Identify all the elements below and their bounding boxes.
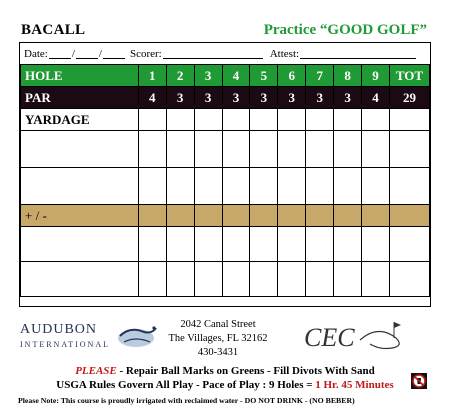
score-cell[interactable]: [362, 262, 390, 297]
score-cell[interactable]: [166, 168, 194, 205]
hole-number: 5: [250, 65, 278, 87]
score-cell[interactable]: [222, 131, 250, 168]
par-value: 3: [278, 87, 306, 109]
hole-number: 7: [306, 65, 334, 87]
hole-number: 8: [334, 65, 362, 87]
usga-notice: [0, 379, 450, 391]
score-cell[interactable]: [389, 205, 429, 227]
score-cell[interactable]: [250, 131, 278, 168]
score-cell[interactable]: [222, 109, 250, 131]
par-value: 3: [334, 87, 362, 109]
score-cell[interactable]: [334, 168, 362, 205]
par-value: 3: [222, 87, 250, 109]
heron-icon: [114, 316, 158, 350]
player-row: [21, 168, 430, 205]
hole-number: 4: [222, 65, 250, 87]
score-cell[interactable]: [166, 109, 194, 131]
yardage-row: [21, 109, 430, 131]
par-value: 4: [362, 87, 390, 109]
plus-minus-row: [21, 205, 430, 227]
score-cell[interactable]: [250, 109, 278, 131]
score-cell[interactable]: [166, 227, 194, 262]
hole-number: 3: [194, 65, 222, 87]
par-value: 3: [194, 87, 222, 109]
score-cell[interactable]: [166, 205, 194, 227]
score-cell[interactable]: [278, 168, 306, 205]
hole-total-label: TOT: [389, 65, 429, 87]
player-name-cell[interactable]: [21, 227, 139, 262]
please-text: - Repair Ball Marks on Greens - Fill Divots With Sand: [116, 365, 375, 377]
player-row: [21, 131, 430, 168]
score-cell[interactable]: [138, 131, 166, 168]
score-cell[interactable]: [362, 168, 390, 205]
hole-number: 2: [166, 65, 194, 87]
score-cell[interactable]: [362, 227, 390, 262]
score-cell[interactable]: [306, 227, 334, 262]
scorecard-title: Practice “GOOD GOLF”: [263, 22, 427, 38]
score-cell[interactable]: [362, 131, 390, 168]
score-cell[interactable]: [166, 262, 194, 297]
par-value: 3: [250, 87, 278, 109]
score-cell[interactable]: [194, 262, 222, 297]
score-cell[interactable]: [306, 168, 334, 205]
player-name-cell[interactable]: [21, 131, 139, 168]
score-cell[interactable]: [138, 168, 166, 205]
score-cell[interactable]: [389, 227, 429, 262]
please-label: PLEASE: [75, 365, 117, 377]
score-cell[interactable]: [389, 109, 429, 131]
score-cell[interactable]: [306, 205, 334, 227]
cec-logo: [300, 316, 410, 356]
score-cell[interactable]: [138, 227, 166, 262]
score-cell[interactable]: [278, 131, 306, 168]
audubon-name: AUDUBON: [20, 322, 97, 337]
score-cell[interactable]: [306, 109, 334, 131]
score-cell[interactable]: [389, 168, 429, 205]
course-address: [160, 318, 276, 360]
score-cell[interactable]: [138, 205, 166, 227]
score-cell[interactable]: [166, 131, 194, 168]
score-cell[interactable]: [278, 227, 306, 262]
par-total: 29: [389, 87, 429, 109]
date-day-field[interactable]: [76, 57, 98, 59]
address-city: The Villages, FL 32162: [168, 333, 268, 344]
scorer-label: Scorer:: [129, 47, 162, 60]
scorecard: [19, 42, 431, 307]
plus-minus-label: + / -: [21, 205, 139, 227]
score-cell[interactable]: [194, 109, 222, 131]
water-note: Please Note: This course is proudly irrigated with reclaimed water - DO NOT DRINK - (NO BEBER): [18, 396, 355, 405]
score-cell[interactable]: [222, 262, 250, 297]
score-cell[interactable]: [306, 262, 334, 297]
score-cell[interactable]: [278, 262, 306, 297]
score-cell[interactable]: [389, 131, 429, 168]
audubon-logo: [20, 316, 160, 360]
hole-number: 1: [138, 65, 166, 87]
score-cell[interactable]: [194, 227, 222, 262]
address-street: 2042 Canal Street: [180, 319, 256, 330]
scorer-field[interactable]: [163, 57, 263, 59]
score-cell[interactable]: [194, 168, 222, 205]
date-month-field[interactable]: [49, 57, 71, 59]
usga-text: USGA Rules Govern All Play - Pace of Play : 9 Holes =: [56, 379, 316, 391]
score-cell[interactable]: [250, 262, 278, 297]
score-cell[interactable]: [334, 131, 362, 168]
course-name: BACALL: [21, 22, 86, 38]
score-cell[interactable]: [138, 109, 166, 131]
par-value: 3: [306, 87, 334, 109]
score-cell[interactable]: [250, 168, 278, 205]
footer: [0, 310, 450, 408]
please-notice: [0, 365, 450, 377]
svg-text:CEC: CEC: [304, 323, 355, 352]
score-cell[interactable]: [334, 205, 362, 227]
hole-number: 9: [362, 65, 390, 87]
score-cell[interactable]: [306, 131, 334, 168]
no-drinking-icon: [411, 373, 427, 389]
player-name-cell[interactable]: [21, 262, 139, 297]
par-label: PAR: [21, 87, 139, 109]
attest-field[interactable]: [300, 57, 416, 59]
score-cell[interactable]: [222, 227, 250, 262]
score-cell[interactable]: [278, 205, 306, 227]
score-cell[interactable]: [194, 205, 222, 227]
audubon-sub: INTERNATIONAL: [20, 340, 110, 349]
score-cell[interactable]: [222, 168, 250, 205]
score-cell[interactable]: [334, 109, 362, 131]
score-cell[interactable]: [194, 131, 222, 168]
score-cell[interactable]: [334, 262, 362, 297]
pace-time: 1 Hr. 45 Minutes: [315, 379, 394, 391]
score-cell[interactable]: [362, 109, 390, 131]
attest-label: Attest:: [269, 47, 300, 60]
date-year-field[interactable]: [103, 57, 125, 59]
player-row: [21, 262, 430, 297]
score-cell[interactable]: [389, 262, 429, 297]
score-cell[interactable]: [250, 205, 278, 227]
player-name-cell[interactable]: [21, 168, 139, 205]
hole-number: 6: [278, 65, 306, 87]
date-row: Date: / / Scorer: Attest:: [20, 43, 430, 65]
score-table: [20, 64, 430, 297]
date-label: Date:: [24, 47, 48, 60]
hole-label: HOLE: [21, 65, 139, 87]
score-cell[interactable]: [222, 205, 250, 227]
score-cell[interactable]: [334, 227, 362, 262]
score-cell[interactable]: [138, 262, 166, 297]
par-value: 4: [138, 87, 166, 109]
yardage-label: YARDAGE: [21, 109, 139, 131]
address-phone: 430-3431: [197, 347, 239, 358]
score-cell[interactable]: [250, 227, 278, 262]
hole-row: [21, 65, 430, 87]
player-row: [21, 227, 430, 262]
score-cell[interactable]: [278, 109, 306, 131]
score-cell[interactable]: [362, 205, 390, 227]
par-value: 3: [166, 87, 194, 109]
par-row: [21, 87, 430, 109]
